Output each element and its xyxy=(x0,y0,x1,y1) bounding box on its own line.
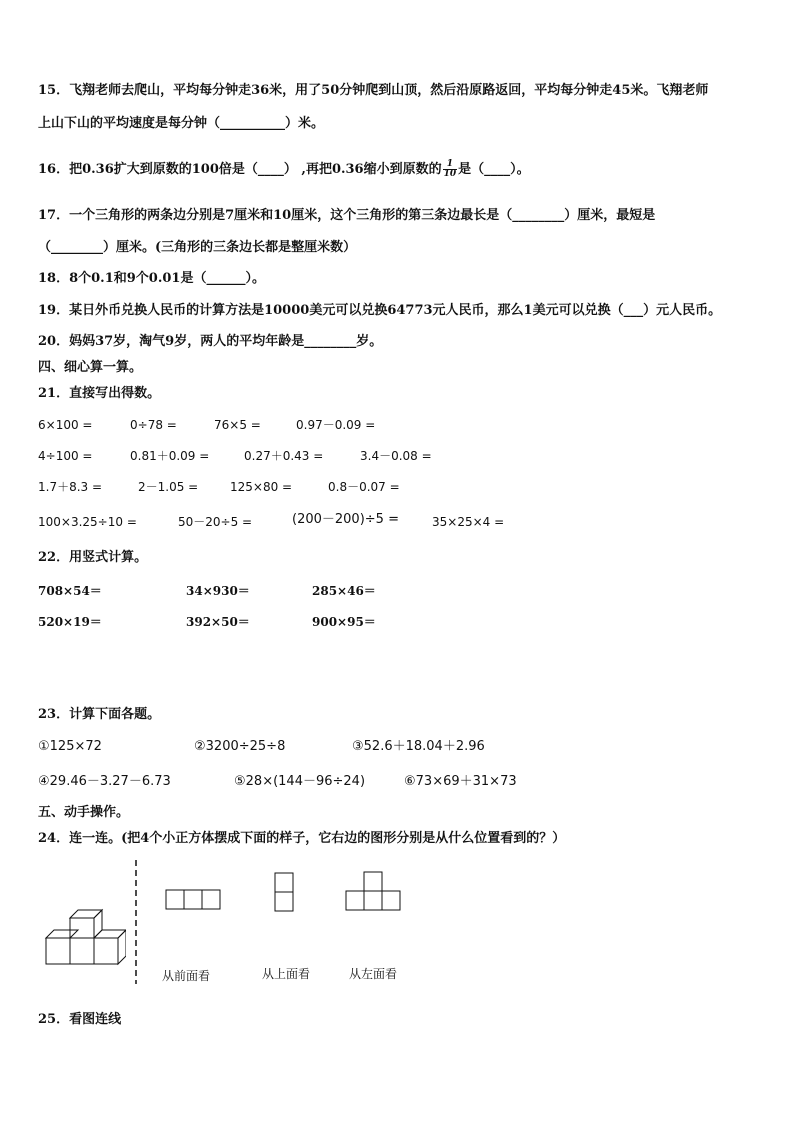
q21-item: 6×100 = xyxy=(38,418,93,432)
q21-title: 21．直接写出得数。 xyxy=(38,386,161,401)
view-label-left: 从左面看 xyxy=(349,967,398,981)
q16 xyxy=(38,160,530,179)
view-label-top: 从上面看 xyxy=(262,967,311,981)
q18: 18．8个0.1和9个0.01是（______）。 xyxy=(38,271,265,286)
fraction-denominator: 10 xyxy=(443,169,457,179)
q21-item: (200－200)÷5 = xyxy=(292,512,399,527)
cube-stack-figure xyxy=(44,906,126,968)
q23-item: ④29.46－3.27－6.73 xyxy=(38,774,171,789)
q21-item: 3.4－0.08 = xyxy=(360,449,432,463)
q22-title: 22．用竖式计算。 xyxy=(38,550,148,565)
q21-item: 0.81＋0.09 = xyxy=(130,449,210,463)
fraction-one-tenth xyxy=(443,160,458,179)
q21-item: 0.97－0.09 = xyxy=(296,418,376,432)
fraction-numerator: 1 xyxy=(443,160,458,170)
section-5-heading: 五、动手操作。 xyxy=(38,805,130,820)
q22-item: 520×19＝ xyxy=(38,615,102,629)
q22-item: 708×54＝ xyxy=(38,584,102,598)
q21-item: 100×3.25÷10 = xyxy=(38,515,137,529)
q23-item: ⑤28×(144－96÷24) xyxy=(234,774,366,789)
q21-item: 0.8－0.07 = xyxy=(328,480,400,494)
q23-item: ③52.6＋18.04＋2.96 xyxy=(352,739,485,754)
view-shape-3 xyxy=(345,871,401,911)
q17-line2: （________）厘米。(三角形的三条边长都是整厘米数） xyxy=(38,240,357,255)
q24-title: 24．连一连。(把4个小正方体摆成下面的样子，它右边的图形分别是从什么位置看到的？） xyxy=(38,831,566,846)
q23-item: ⑥73×69＋31×73 xyxy=(404,774,517,789)
q22-item: 392×50＝ xyxy=(186,615,250,629)
view-shape-2 xyxy=(274,872,295,912)
q17-line1: 17．一个三角形的两条边分别是7厘米和10厘米，这个三角形的第三条边最长是（________）厘米，最短是 xyxy=(38,208,656,223)
q21-item: 76×5 = xyxy=(214,418,261,432)
q21-item: 125×80 = xyxy=(230,480,293,494)
q21-item: 35×25×4 = xyxy=(432,515,505,529)
q20: 20．妈妈37岁，淘气9岁，两人的平均年龄是________岁。 xyxy=(38,334,383,349)
section-4-heading: 四、细心算一算。 xyxy=(38,360,143,375)
q22-item: 285×46＝ xyxy=(312,584,376,598)
q23-item: ②3200÷25÷8 xyxy=(194,739,286,754)
q22-item: 900×95＝ xyxy=(312,615,376,629)
q21-item: 4÷100 = xyxy=(38,449,93,463)
q16-part2: 是（____）。 xyxy=(458,162,530,177)
q21-item: 50－20÷5 = xyxy=(178,515,253,529)
q16-part1: 16．把0.36扩大到原数的100倍是（____） ,再把0.36缩小到原数的 xyxy=(38,162,442,177)
q25: 25．看图连线 xyxy=(38,1012,122,1027)
dashed-divider xyxy=(133,860,139,984)
q21-item: 1.7＋8.3 = xyxy=(38,480,103,494)
view-shape-1 xyxy=(165,889,221,911)
q19: 19．某日外币兑换人民币的计算方法是10000美元可以兑换64773元人民币，那么1美元可以兑换（___）元人民币。 xyxy=(38,303,722,318)
q22-item: 34×930＝ xyxy=(186,584,250,598)
q23-title: 23．计算下面各题。 xyxy=(38,707,161,722)
q15-line1: 15．飞翔老师去爬山，平均每分钟走36米，用了50分钟爬到山顶，然后沿原路返回，平均每分钟走45米。飞翔老师 xyxy=(38,83,709,98)
q15-line2: 上山下山的平均速度是每分钟（__________）米。 xyxy=(38,116,325,131)
q21-item: 2－1.05 = xyxy=(138,480,199,494)
q23-item: ①125×72 xyxy=(38,739,102,754)
q21-item: 0.27＋0.43 = xyxy=(244,449,324,463)
view-label-front: 从前面看 xyxy=(162,969,211,983)
q21-item: 0÷78 = xyxy=(130,418,177,432)
